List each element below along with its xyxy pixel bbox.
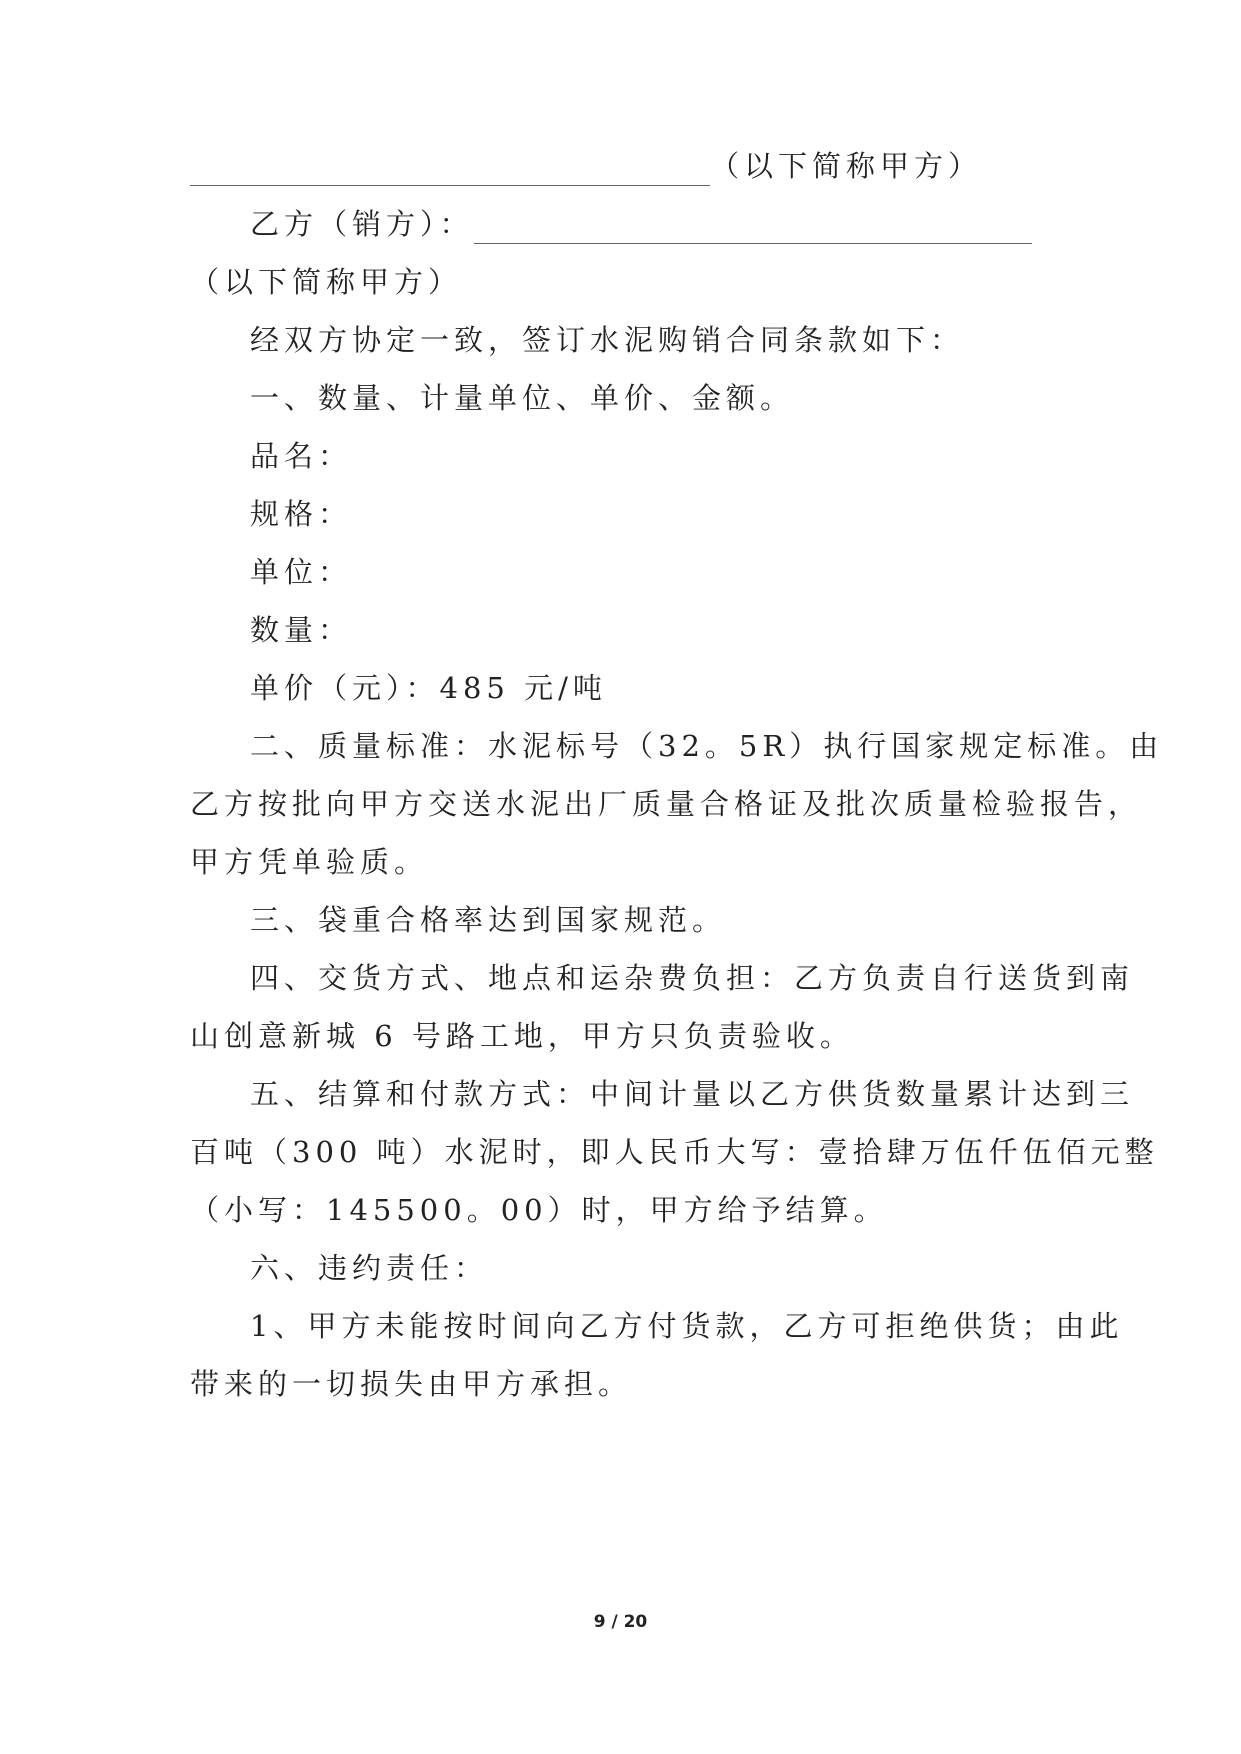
page-number: 9 / 20 — [593, 1612, 648, 1632]
section-5-line-2: 百吨（300 吨）水泥时，即人民币大写：壹拾肆万伍仟伍佰元整 — [190, 1135, 1159, 1169]
clause-1-line-2: 带来的一切损失由甲方承担。 — [190, 1367, 633, 1401]
item-name: 品名： — [250, 439, 353, 473]
section-1-title: 一、数量、计量单位、单价、金额。 — [250, 381, 795, 415]
section-6-title: 六、违约责任： — [250, 1251, 489, 1285]
item-spec: 规格： — [250, 497, 353, 531]
section-5-line-3: （小写：145500。00）时，甲方给予结算。 — [190, 1193, 888, 1227]
clause-1-line-1: 1、甲方未能按时间向乙方付货款，乙方可拒绝供货；由此 — [250, 1309, 1124, 1343]
party-a-blank — [190, 159, 710, 186]
party-b-line — [250, 204, 1032, 244]
section-4-line-1: 四、交货方式、地点和运杂费负担：乙方负责自行送货到南 — [250, 961, 1135, 995]
item-price: 单价（元）：485 元/吨 — [250, 671, 607, 705]
party-b-suffix: （以下简称甲方） — [190, 265, 463, 299]
item-quantity: 数量： — [250, 613, 353, 647]
party-a-suffix: （以下简称甲方） — [710, 149, 983, 183]
party-b-label: 乙方（销方）： — [250, 207, 474, 241]
party-a-line — [190, 146, 982, 186]
section-2-line-1: 二、质量标准：水泥标号（32。5R）执行国家规定标准。由 — [250, 729, 1164, 763]
party-b-blank — [474, 217, 1032, 244]
item-unit: 单位： — [250, 555, 353, 589]
section-2-line-3: 甲方凭单验质。 — [190, 845, 429, 879]
contract-intro: 经双方协定一致，签订水泥购销合同条款如下： — [250, 323, 965, 357]
section-4-line-2: 山创意新城 6 号路工地，甲方只负责验收。 — [190, 1019, 854, 1053]
section-2-line-2: 乙方按批向甲方交送水泥出厂质量合格证及批次质量检验报告， — [190, 787, 1143, 821]
section-5-line-1: 五、结算和付款方式：中间计量以乙方供货数量累计达到三 — [250, 1077, 1135, 1111]
section-3: 三、袋重合格率达到国家规范。 — [250, 903, 727, 937]
